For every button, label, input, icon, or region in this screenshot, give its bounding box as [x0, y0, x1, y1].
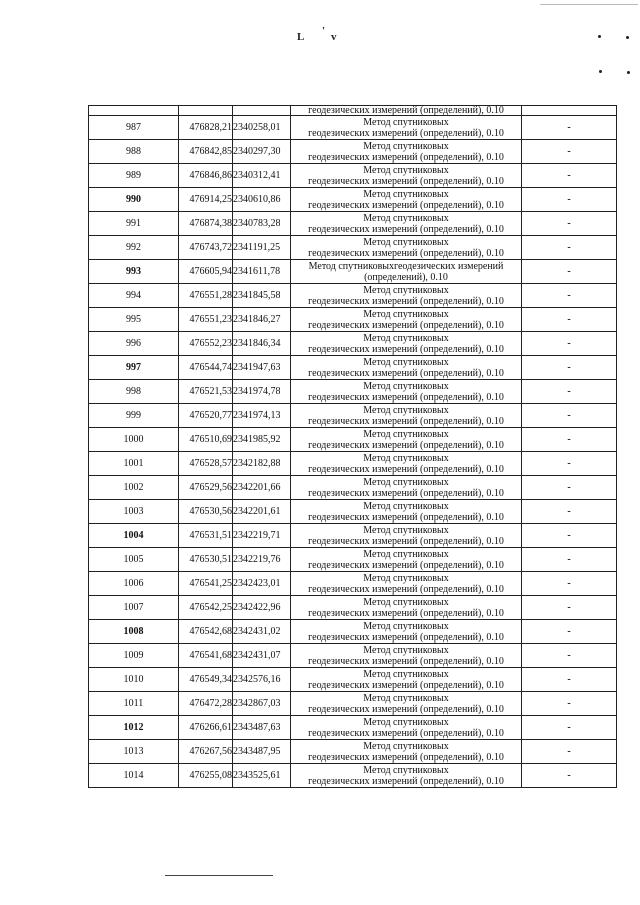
table-row [89, 476, 617, 500]
method-line-2: геодезических измерений (определений), 0.10 [308, 247, 504, 259]
cell-x: 476267,56 [179, 740, 233, 764]
cell-value: - [522, 764, 617, 788]
cell-x: 476472,28 [179, 692, 233, 716]
method-line-2: геодезических измерений (определений), 0.10 [308, 151, 504, 163]
method-line-2: геодезических измерений (определений), 0.10 [308, 487, 504, 499]
cell-value: - [522, 140, 617, 164]
table-row [89, 716, 617, 740]
method-line-2: геодезических измерений (определений), 0.10 [308, 343, 504, 355]
cell-point-number: 990 [89, 188, 179, 212]
cell-point-number: 1012 [89, 716, 179, 740]
method-line-2: геодезических измерений (определений), 0.10 [308, 751, 504, 763]
method-line-1: Метод спутниковых [363, 716, 449, 728]
cell-y: 2342182,88 [233, 452, 291, 476]
method-line-1: Метод спутниковых [363, 140, 449, 152]
table-row [89, 500, 617, 524]
cell-value: - [522, 644, 617, 668]
cell-y: 2342867,03 [233, 692, 291, 716]
cell-value: - [522, 380, 617, 404]
cell-point-number: 988 [89, 140, 179, 164]
method-line-2: геодезических измерений (определений), 0.10 [308, 727, 504, 739]
table-row [89, 236, 617, 260]
cell-x: 476551,28 [179, 284, 233, 308]
cell-x: 476551,23 [179, 308, 233, 332]
cell-point-number: 1004 [89, 524, 179, 548]
cell-y: 2341974,13 [233, 404, 291, 428]
cell-method [291, 140, 522, 164]
coordinates-table [88, 105, 617, 788]
table-row-partial [89, 106, 617, 116]
method-line-1: Метод спутниковых [363, 668, 449, 680]
table-row [89, 548, 617, 572]
table-row [89, 644, 617, 668]
table-row [89, 524, 617, 548]
cell-value: - [522, 740, 617, 764]
cell-method [291, 524, 522, 548]
scan-speck [599, 70, 602, 73]
cell-x: 476743,72 [179, 236, 233, 260]
cell-point-number: 999 [89, 404, 179, 428]
cell-point-number: 1011 [89, 692, 179, 716]
method-line-2: геодезических измерений (определений), 0.10 [308, 511, 504, 523]
cell-method [291, 740, 522, 764]
cell-x: 476510,69 [179, 428, 233, 452]
method-line-2: геодезических измерений (определений), 0.10 [308, 559, 504, 571]
cell-y: 2342219,71 [233, 524, 291, 548]
cell-x: 476552,23 [179, 332, 233, 356]
table-row [89, 452, 617, 476]
method-line-1: Метод спутниковых [363, 596, 449, 608]
table-row [89, 740, 617, 764]
cell-y [233, 106, 291, 116]
cell-point-number: 1007 [89, 596, 179, 620]
scan-mark-mid: ' [322, 25, 326, 37]
cell-value: - [522, 428, 617, 452]
cell-value: - [522, 452, 617, 476]
table-row [89, 116, 617, 140]
method-line-1: Метод спутниковых [363, 524, 449, 536]
method-line-1: Метод спутниковых [363, 164, 449, 176]
cell-value: - [522, 116, 617, 140]
cell-method [291, 596, 522, 620]
cell-x: 476914,25 [179, 188, 233, 212]
cell-point-number: 987 [89, 116, 179, 140]
cell-x: 476605,94 [179, 260, 233, 284]
cell-point-number: 1010 [89, 668, 179, 692]
cell-method [291, 644, 522, 668]
cell-y: 2342201,66 [233, 476, 291, 500]
cell-point-number: 1006 [89, 572, 179, 596]
cell-value: - [522, 188, 617, 212]
cell-value: - [522, 212, 617, 236]
cell-x: 476842,85 [179, 140, 233, 164]
method-line-2: геодезических измерений (определений), 0.10 [308, 679, 504, 691]
scan-speck [627, 71, 630, 74]
cell-y: 2340297,30 [233, 140, 291, 164]
cell-value: - [522, 284, 617, 308]
cell-value: - [522, 500, 617, 524]
cell-method [291, 356, 522, 380]
method-line-1: Метод спутниковых [363, 644, 449, 656]
method-line-1: Метод спутниковых [363, 188, 449, 200]
method-line-2: геодезических измерений (определений), 0.10 [308, 655, 504, 667]
method-line-1: Метод спутниковых [363, 452, 449, 464]
cell-x: 476541,68 [179, 644, 233, 668]
cell-value: - [522, 356, 617, 380]
table-row [89, 764, 617, 788]
table-row [89, 596, 617, 620]
cell-value: - [522, 404, 617, 428]
method-line-1: Метод спутниковых [363, 332, 449, 344]
table-row [89, 692, 617, 716]
method-line-1: Метод спутниковых [363, 740, 449, 752]
cell-x: 476544,74 [179, 356, 233, 380]
cell-y: 2343525,61 [233, 764, 291, 788]
cell-value: - [522, 692, 617, 716]
method-line-2: геодезических измерений (определений), 0.10 [308, 199, 504, 211]
cell-value: - [522, 620, 617, 644]
cell-x: 476530,56 [179, 500, 233, 524]
cell-x: 476266,61 [179, 716, 233, 740]
cell-method [291, 572, 522, 596]
cell-y: 2341191,25 [233, 236, 291, 260]
scan-mark-left: L [297, 31, 305, 43]
cell-x: 476542,68 [179, 620, 233, 644]
cell-method [291, 404, 522, 428]
method-line-1: Метод спутниковых [363, 116, 449, 128]
cell-point-number: 998 [89, 380, 179, 404]
cell-x: 476530,51 [179, 548, 233, 572]
cell-point-number: 994 [89, 284, 179, 308]
method-line-1: Метод спутниковых [363, 212, 449, 224]
method-line-2: геодезических измерений (определений), 0.10 [308, 439, 504, 451]
cell-method [291, 332, 522, 356]
cell-y: 2341947,63 [233, 356, 291, 380]
cell-method [291, 380, 522, 404]
cell-value: - [522, 596, 617, 620]
method-line-2: геодезических измерений (определений), 0.10 [308, 367, 504, 379]
table-row [89, 164, 617, 188]
cell-y: 2342431,02 [233, 620, 291, 644]
cell-method [291, 500, 522, 524]
cell-y: 2343487,95 [233, 740, 291, 764]
cell-y: 2340258,01 [233, 116, 291, 140]
cell-x: 476255,08 [179, 764, 233, 788]
method-line-2: геодезических измерений (определений), 0.10 [308, 319, 504, 331]
cell-point-number: 1003 [89, 500, 179, 524]
method-line-1: Метод спутниковых [363, 356, 449, 368]
cell-value: - [522, 548, 617, 572]
cell-point-number: 992 [89, 236, 179, 260]
method-line-2: геодезических измерений (определений), 0.10 [308, 223, 504, 235]
method-line-1: Метод спутниковых [363, 428, 449, 440]
cell-point-number: 995 [89, 308, 179, 332]
method-line-2: геодезических измерений (определений), 0.10 [308, 535, 504, 547]
cell-value: - [522, 236, 617, 260]
cell-y: 2342576,16 [233, 668, 291, 692]
cell-method [291, 476, 522, 500]
cell-method [291, 548, 522, 572]
cell-method [291, 668, 522, 692]
cell-y: 2342423,01 [233, 572, 291, 596]
coordinates-table-body [89, 106, 617, 788]
cell-method [291, 236, 522, 260]
cell-method [291, 428, 522, 452]
method-line-1: Метод спутниковых [363, 380, 449, 392]
table-row [89, 356, 617, 380]
cell-x: 476846,86 [179, 164, 233, 188]
method-line-1: Метод спутниковых [363, 308, 449, 320]
method-line-1: Метод спутниковых [363, 620, 449, 632]
cell-point-number: 993 [89, 260, 179, 284]
cell-point-number: 1002 [89, 476, 179, 500]
method-line-1: Метод спутниковых [363, 500, 449, 512]
table-row [89, 572, 617, 596]
method-line-2: геодезических измерений (определений), 0.10 [308, 127, 504, 139]
cell-point-number: 997 [89, 356, 179, 380]
cell-method [291, 716, 522, 740]
cell-y: 2341846,27 [233, 308, 291, 332]
scan-speck [626, 36, 629, 39]
cell-value [522, 106, 617, 116]
cell-method [291, 452, 522, 476]
cell-y: 2340312,41 [233, 164, 291, 188]
method-line-1: Метод спутниковых [363, 548, 449, 560]
cell-y: 2341846,34 [233, 332, 291, 356]
cell-y: 2342219,76 [233, 548, 291, 572]
cell-method [291, 620, 522, 644]
scan-edge-line [540, 4, 638, 5]
method-line-2: геодезических измерений (определений), 0.10 [308, 583, 504, 595]
cell-point-number: 1014 [89, 764, 179, 788]
cell-y: 2341985,92 [233, 428, 291, 452]
cell-point-number: 991 [89, 212, 179, 236]
table-row [89, 380, 617, 404]
table-row [89, 140, 617, 164]
method-line-2: геодезических измерений (определений), 0.10 [308, 415, 504, 427]
method-line-2: геодезических измерений (определений), 0.10 [308, 175, 504, 187]
cell-x: 476529,56 [179, 476, 233, 500]
cell-point-number: 989 [89, 164, 179, 188]
method-line-1: Метод спутниковых [363, 476, 449, 488]
cell-method [291, 164, 522, 188]
method-line-1: Метод спутниковых [363, 764, 449, 776]
method-line-1: Метод спутниковых [363, 692, 449, 704]
cell-y: 2340783,28 [233, 212, 291, 236]
cell-point-number: 1001 [89, 452, 179, 476]
cell-value: - [522, 476, 617, 500]
cell-y: 2341611,78 [233, 260, 291, 284]
cell-y: 2342431,07 [233, 644, 291, 668]
method-line-2: (определений), 0.10 [364, 271, 448, 283]
method-line-1: Метод спутниковых [363, 284, 449, 296]
cell-y: 2343487,63 [233, 716, 291, 740]
cell-y: 2342201,61 [233, 500, 291, 524]
cell-point-number: 1009 [89, 644, 179, 668]
cell-method [291, 260, 522, 284]
cell-x: 476874,38 [179, 212, 233, 236]
method-line-2: геодезических измерений (определений), 0.10 [308, 703, 504, 715]
table-row [89, 428, 617, 452]
cell-method [291, 692, 522, 716]
cell-x: 476521,53 [179, 380, 233, 404]
cell-x: 476528,57 [179, 452, 233, 476]
cell-y: 2342422,96 [233, 596, 291, 620]
method-line-1: Метод спутниковых [363, 236, 449, 248]
cell-method [291, 308, 522, 332]
table-row [89, 668, 617, 692]
cell-method [291, 116, 522, 140]
cell-x: 476828,21 [179, 116, 233, 140]
cell-num [89, 106, 179, 116]
cell-x: 476531,51 [179, 524, 233, 548]
method-line-2: геодезических измерений (определений), 0.10 [308, 607, 504, 619]
cell-x: 476542,25 [179, 596, 233, 620]
signature-line [165, 875, 273, 876]
cell-y: 2341845,58 [233, 284, 291, 308]
method-line-2: геодезических измерений (определений), 0.10 [308, 295, 504, 307]
cell-point-number: 1008 [89, 620, 179, 644]
cell-method [291, 212, 522, 236]
cell-y: 2341974,78 [233, 380, 291, 404]
scan-speck [598, 35, 601, 38]
cell-value: - [522, 668, 617, 692]
table-row [89, 620, 617, 644]
cell-x [179, 106, 233, 116]
table-row [89, 308, 617, 332]
table-row [89, 188, 617, 212]
method-line-2: геодезических измерений (определений), 0.10 [308, 391, 504, 403]
method-line-2: геодезических измерений (определений), 0.10 [308, 631, 504, 643]
cell-x: 476541,25 [179, 572, 233, 596]
cell-value: - [522, 332, 617, 356]
method-line-2: геодезических измерений (определений), 0.10 [308, 463, 504, 475]
cell-y: 2340610,86 [233, 188, 291, 212]
method-line-1: Метод спутниковыхгеодезических измерений [308, 260, 504, 272]
cell-x: 476549,34 [179, 668, 233, 692]
cell-method [291, 284, 522, 308]
cell-method [291, 764, 522, 788]
table-row [89, 260, 617, 284]
table-row [89, 212, 617, 236]
cell-point-number: 1000 [89, 428, 179, 452]
cell-value: - [522, 260, 617, 284]
method-line-1: Метод спутниковых [363, 404, 449, 416]
table-row [89, 284, 617, 308]
cell-point-number: 1013 [89, 740, 179, 764]
cell-value: - [522, 716, 617, 740]
cell-value: - [522, 572, 617, 596]
cell-value: - [522, 524, 617, 548]
cell-point-number: 996 [89, 332, 179, 356]
cell-point-number: 1005 [89, 548, 179, 572]
table-row [89, 332, 617, 356]
cell-method [291, 188, 522, 212]
cell-method: геодезических измерений (определений), 0.10 [291, 106, 522, 116]
cell-value: - [522, 308, 617, 332]
method-line-1: Метод спутниковых [363, 572, 449, 584]
cell-x: 476520,77 [179, 404, 233, 428]
scan-mark-right: v [331, 31, 337, 43]
cell-value: - [522, 164, 617, 188]
method-line-2: геодезических измерений (определений), 0.10 [308, 775, 504, 787]
table-row [89, 404, 617, 428]
